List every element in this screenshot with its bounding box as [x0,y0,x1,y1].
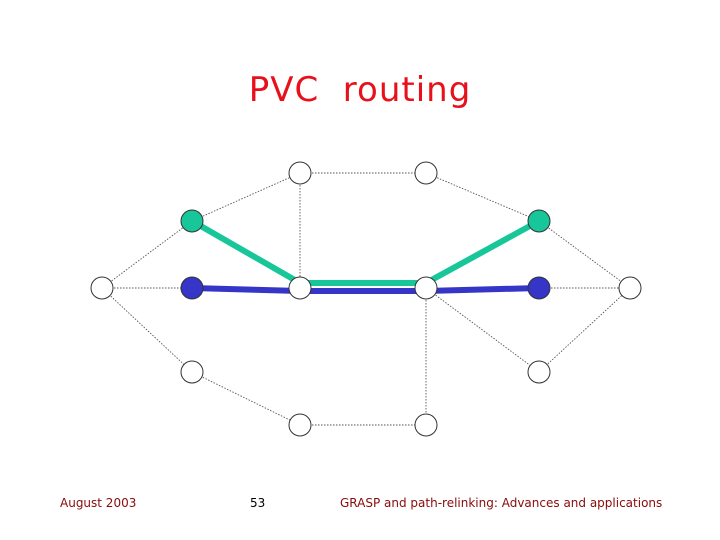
node-left-bottom [181,361,203,383]
slide-title: PVC routing [248,70,472,110]
node-center-right-bottom [415,414,437,436]
node-center-right-top [415,162,437,184]
node-right-mid-blue [528,277,550,299]
node-left-top-green [181,210,203,232]
footer-date: August 2003 [60,496,137,510]
edges-layer [102,173,630,425]
blue-pvc-path [192,288,539,291]
edge-left-outer-left-top-green [102,221,192,288]
edge-center-right-mid-right-bottom [426,288,539,372]
nodes-layer [91,162,641,436]
edge-right-bottom-right-outer [539,288,630,372]
node-left-outer [91,277,113,299]
edge-left-outer-left-bottom [102,288,192,372]
node-center-right-mid [415,277,437,299]
paths-layer [192,221,539,291]
node-center-left-top [289,162,311,184]
page-number: 53 [250,496,266,510]
edge-center-right-top-right-top-green [426,173,539,221]
node-right-outer [619,277,641,299]
edge-right-top-green-right-outer [539,221,630,288]
node-center-left-bottom [289,414,311,436]
edge-left-top-green-center-left-top [192,173,300,221]
node-right-bottom [528,361,550,383]
green-pvc-path [192,221,539,283]
edge-left-bottom-center-left-bottom [192,372,300,425]
node-left-mid-blue [181,277,203,299]
node-center-left-mid [289,277,311,299]
footer-text: GRASP and path-relinking: Advances and applications [340,496,663,510]
node-right-top-green [528,210,550,232]
